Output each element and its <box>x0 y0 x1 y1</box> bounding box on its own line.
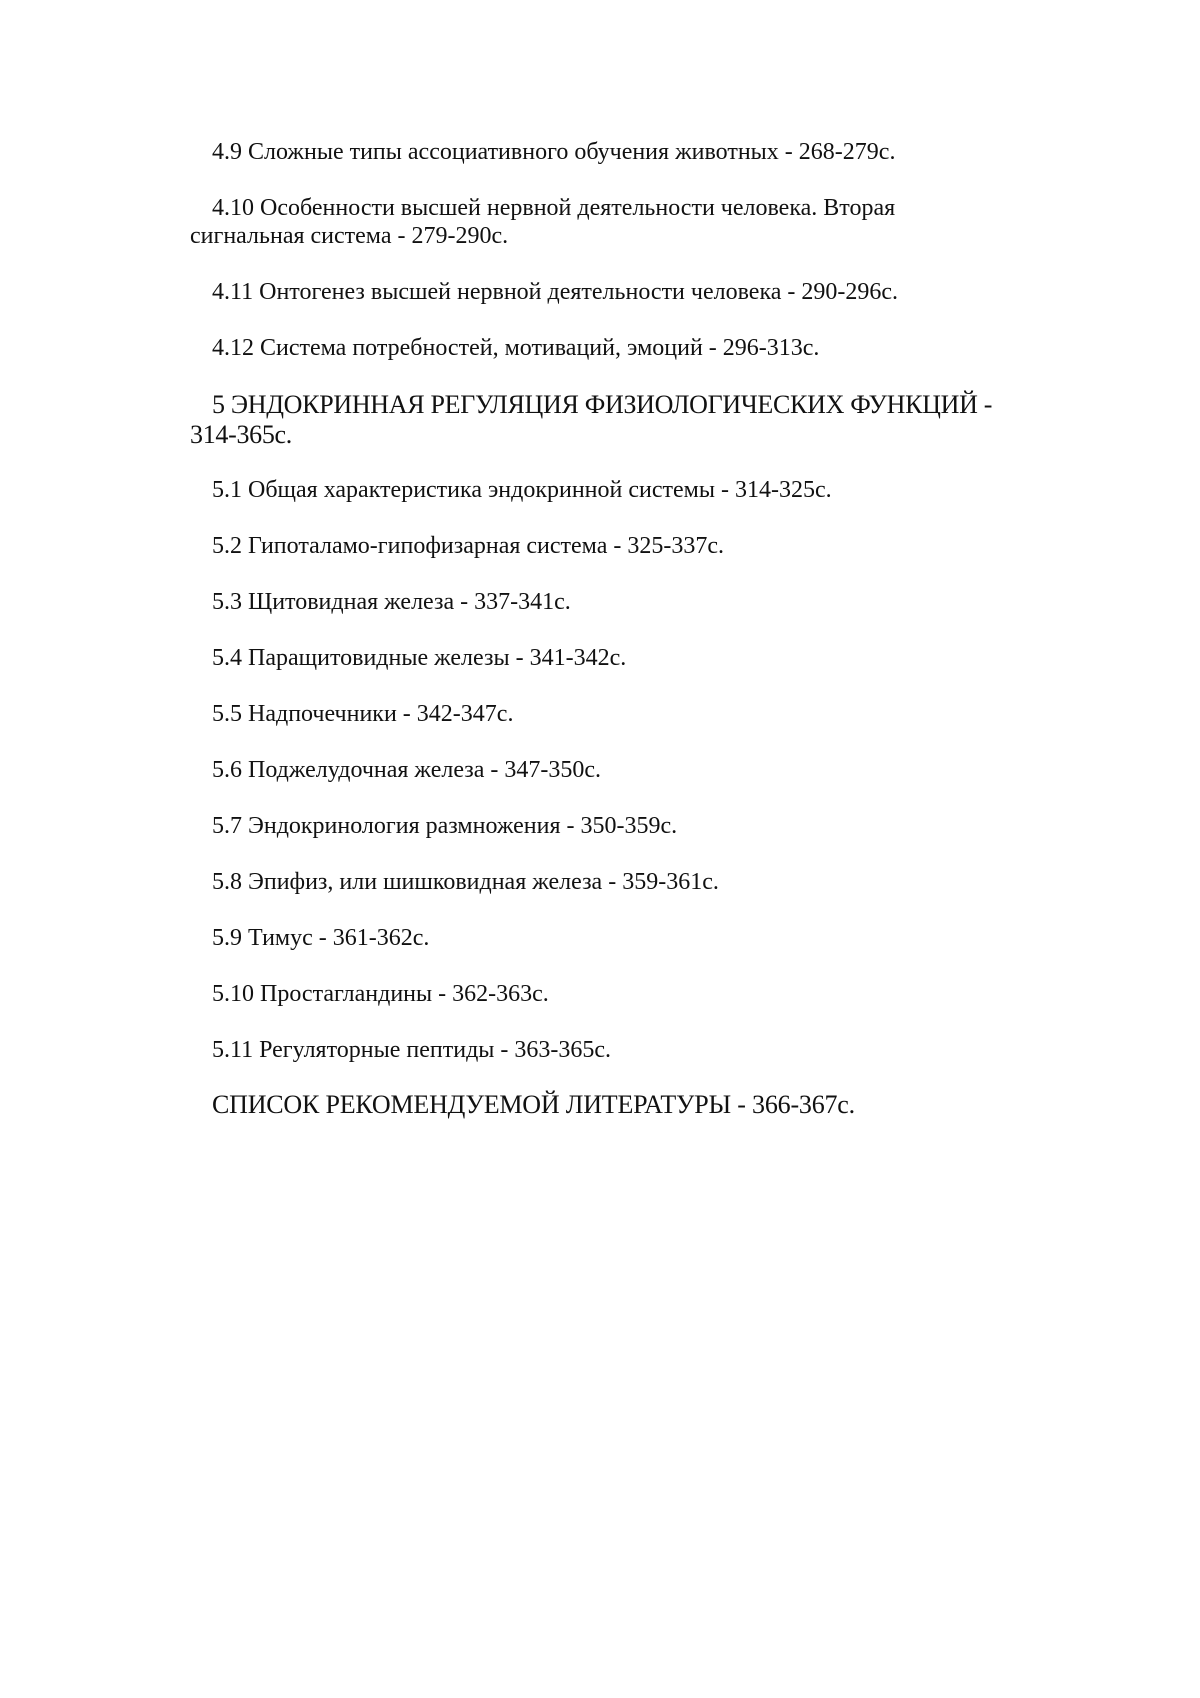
toc-entry-5-2: 5.2 Гипоталамо-гипофизарная система - 325-337с. <box>212 533 724 559</box>
toc-chapter-5-heading: 5 ЭНДОКРИННАЯ РЕГУЛЯЦИЯ ФИЗИОЛОГИЧЕСКИХ ФУНКЦИЙ - 314-365с. <box>190 390 993 449</box>
toc-entry-5-1: 5.1 Общая характеристика эндокринной системы - 314-325с. <box>212 477 832 503</box>
toc-entry-4-9: 4.9 Сложные типы ассоциативного обучения животных - 268-279с. <box>212 139 896 165</box>
toc-entry-5-6: 5.6 Поджелудочная железа - 347-350с. <box>212 757 602 783</box>
toc-bibliography-entry: СПИСОК РЕКОМЕНДУЕМОЙ ЛИТЕРАТУРЫ - 366-367с. <box>212 1090 855 1119</box>
toc-entry-5-5: 5.5 Надпочечники - 342-347с. <box>212 701 514 727</box>
toc-entry-5-3: 5.3 Щитовидная железа - 337-341с. <box>212 589 571 615</box>
toc-entry-5-9: 5.9 Тимус - 361-362с. <box>212 925 430 951</box>
toc-entry-5-4: 5.4 Паращитовидные железы - 341-342с. <box>212 645 627 671</box>
toc-entry-5-8: 5.8 Эпифиз, или шишковидная железа - 359-361с. <box>212 869 719 895</box>
toc-entry-4-11: 4.11 Онтогенез высшей нервной деятельности человека - 290-296с. <box>212 279 899 305</box>
toc-entry-5-7: 5.7 Эндокринология размножения - 350-359с. <box>212 813 678 839</box>
table-of-contents <box>190 138 1002 1120</box>
toc-entry-5-10: 5.10 Простагландины - 362-363с. <box>212 981 549 1007</box>
toc-entry-5-11: 5.11 Регуляторные пептиды - 363-365с. <box>212 1037 612 1063</box>
toc-entry-4-12: 4.12 Система потребностей, мотиваций, эмоций - 296-313с. <box>212 335 820 361</box>
toc-entry-4-10: 4.10 Особенности высшей нервной деятельности человека. Вторая сигнальная система - 279-290с. <box>190 195 896 249</box>
